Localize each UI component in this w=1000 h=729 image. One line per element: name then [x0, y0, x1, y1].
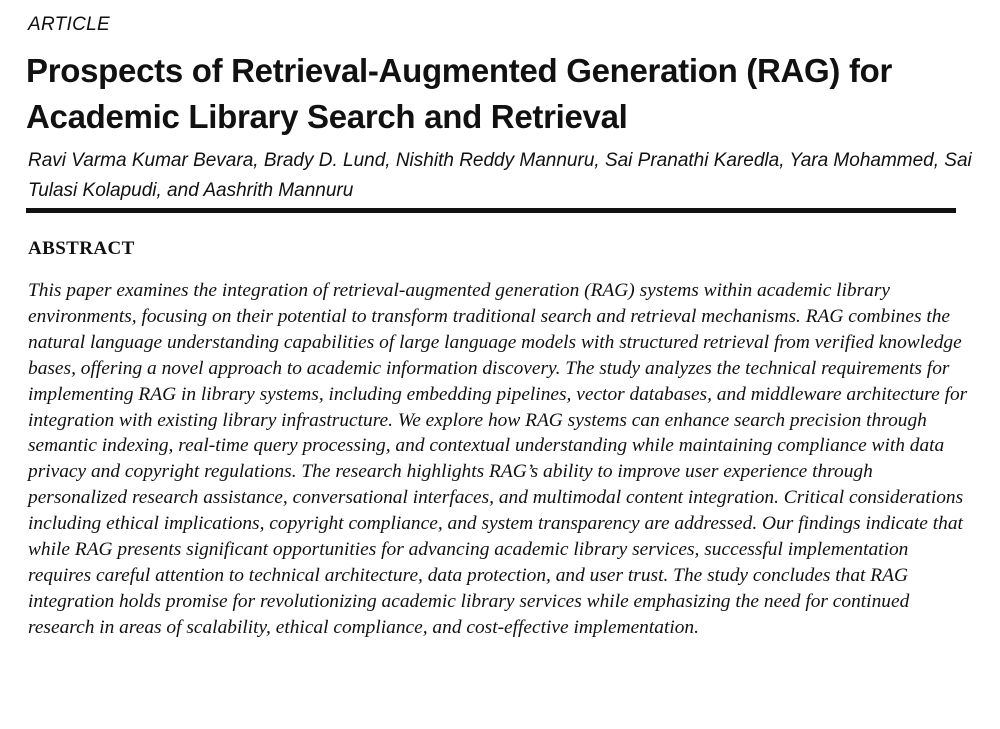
abstract-body: This paper examines the integration of retrieval-augmented generation (RAG) systems within academic library environments, focusing on their potential to transform traditional search and retrieval mechanisms. RAG combines the natural language understanding capabilities of large language models with structured retrieval from verified knowledge bases, offering a novel approach to academic information discovery. The study analyzes the technical requirements for implementing RAG in library systems, including embedding pipelines, vector databases, and middleware architecture for integration with existing library infrastructure. We explore how RAG systems can enhance search precision through semantic indexing, real-time query processing, and contextual understanding while maintaining compliance with data privacy and copyright regulations. The research highlights RAG’s ability to improve user experience through personalized research assistance, conversational interfaces, and multimodal content integration. Critical considerations including ethical implications, copyright compliance, and system transparency are addressed. Our findings indicate that while RAG presents significant opportunities for advancing academic library services, successful implementation requires careful attention to technical architecture, data protection, and user trust. The study concludes that RAG integration holds promise for revolutionizing academic library services while emphasizing the need for continued research in areas of scalability, ethical compliance, and cost-effective implementation. [28, 280, 968, 638]
abstract-heading: ABSTRACT [28, 238, 135, 259]
article-title: Prospects of Retrieval-Augmented Generation (RAG) for Academic Library Search and Retrieval [26, 52, 893, 135]
title-divider [26, 208, 956, 213]
author-list: Ravi Varma Kumar Bevara, Brady D. Lund, Nishith Reddy Mannuru, Sai Pranathi Karedla, Yara Mohammed, Sai Tulasi Kolapudi, and Aashrith Mannuru [28, 150, 972, 201]
article-type-label: ARTICLE [28, 14, 110, 35]
